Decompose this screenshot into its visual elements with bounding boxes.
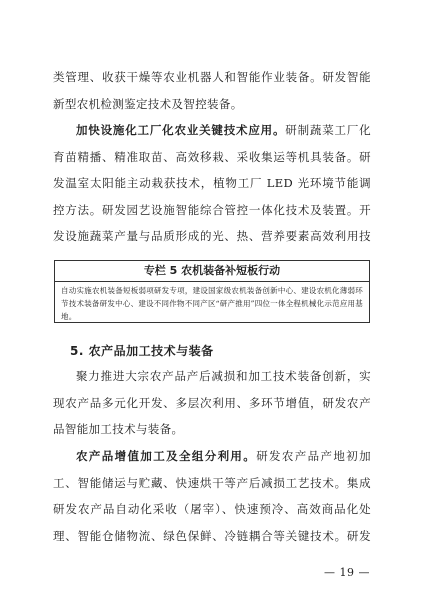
page-number: — 19 — [324,566,370,579]
section-heading: 5. 农产品加工技术与装备 [70,344,214,358]
paragraph-text: 研制蔬菜工厂化育苗精播、精准取苗、高效移栽、采收集运等机具装备。研发温室太阳能主动栽获技术，植物工厂 LED 光环境节能调控方法。研发园艺设施智能综合管控一体化技术及装置。开发设施蔬菜产量与品质形成的光、热、营养要素高效利用技 [53,123,371,244]
paragraph-machinery-robots [53,64,371,118]
special-column-box [54,260,370,323]
paragraph-text: 聚力推进大宗农产品产后减损和加工技术装备创新，实现农产品多元化开发、多层次利用、多环节增值，研发农产品智能加工技术与装备。 [53,369,371,437]
paragraph-value-added-processing [53,443,371,551]
paragraph-text: 类管理、收获干燥等农业机器人和智能作业装备。研发智能新型农机检测鉴定技术及智控装备。 [53,70,371,111]
paragraph-lead-heading: 农产品增值加工及全组分利用。 [76,449,257,463]
paragraph-text: 研发农产品产地初加工、智能储运与贮藏、快速烘干等产后减损工艺技术。集成研发农产品自动化采收（屠宰）、快速预冷、高效商品化处理、智能仓储物流、绿色保鲜、冷链耦合等关键技术。研发 [53,449,371,543]
paragraph-lead-heading: 加快设施化工厂化农业关键技术应用。 [76,123,286,137]
paragraph-facility-agriculture [53,117,371,251]
box-body: 自动实施农机装备短板弱项研发专项，建设国家级农机装备创新中心、建设农机化薄弱环节技术装备研发中心、建设不同作物不同产区“研产推用”四位一体全程机械化示范应用基地。 [61,286,363,321]
paragraph-processing-overview [53,363,371,444]
box-title: 专栏 5 农机装备补短板行动 [55,261,369,282]
